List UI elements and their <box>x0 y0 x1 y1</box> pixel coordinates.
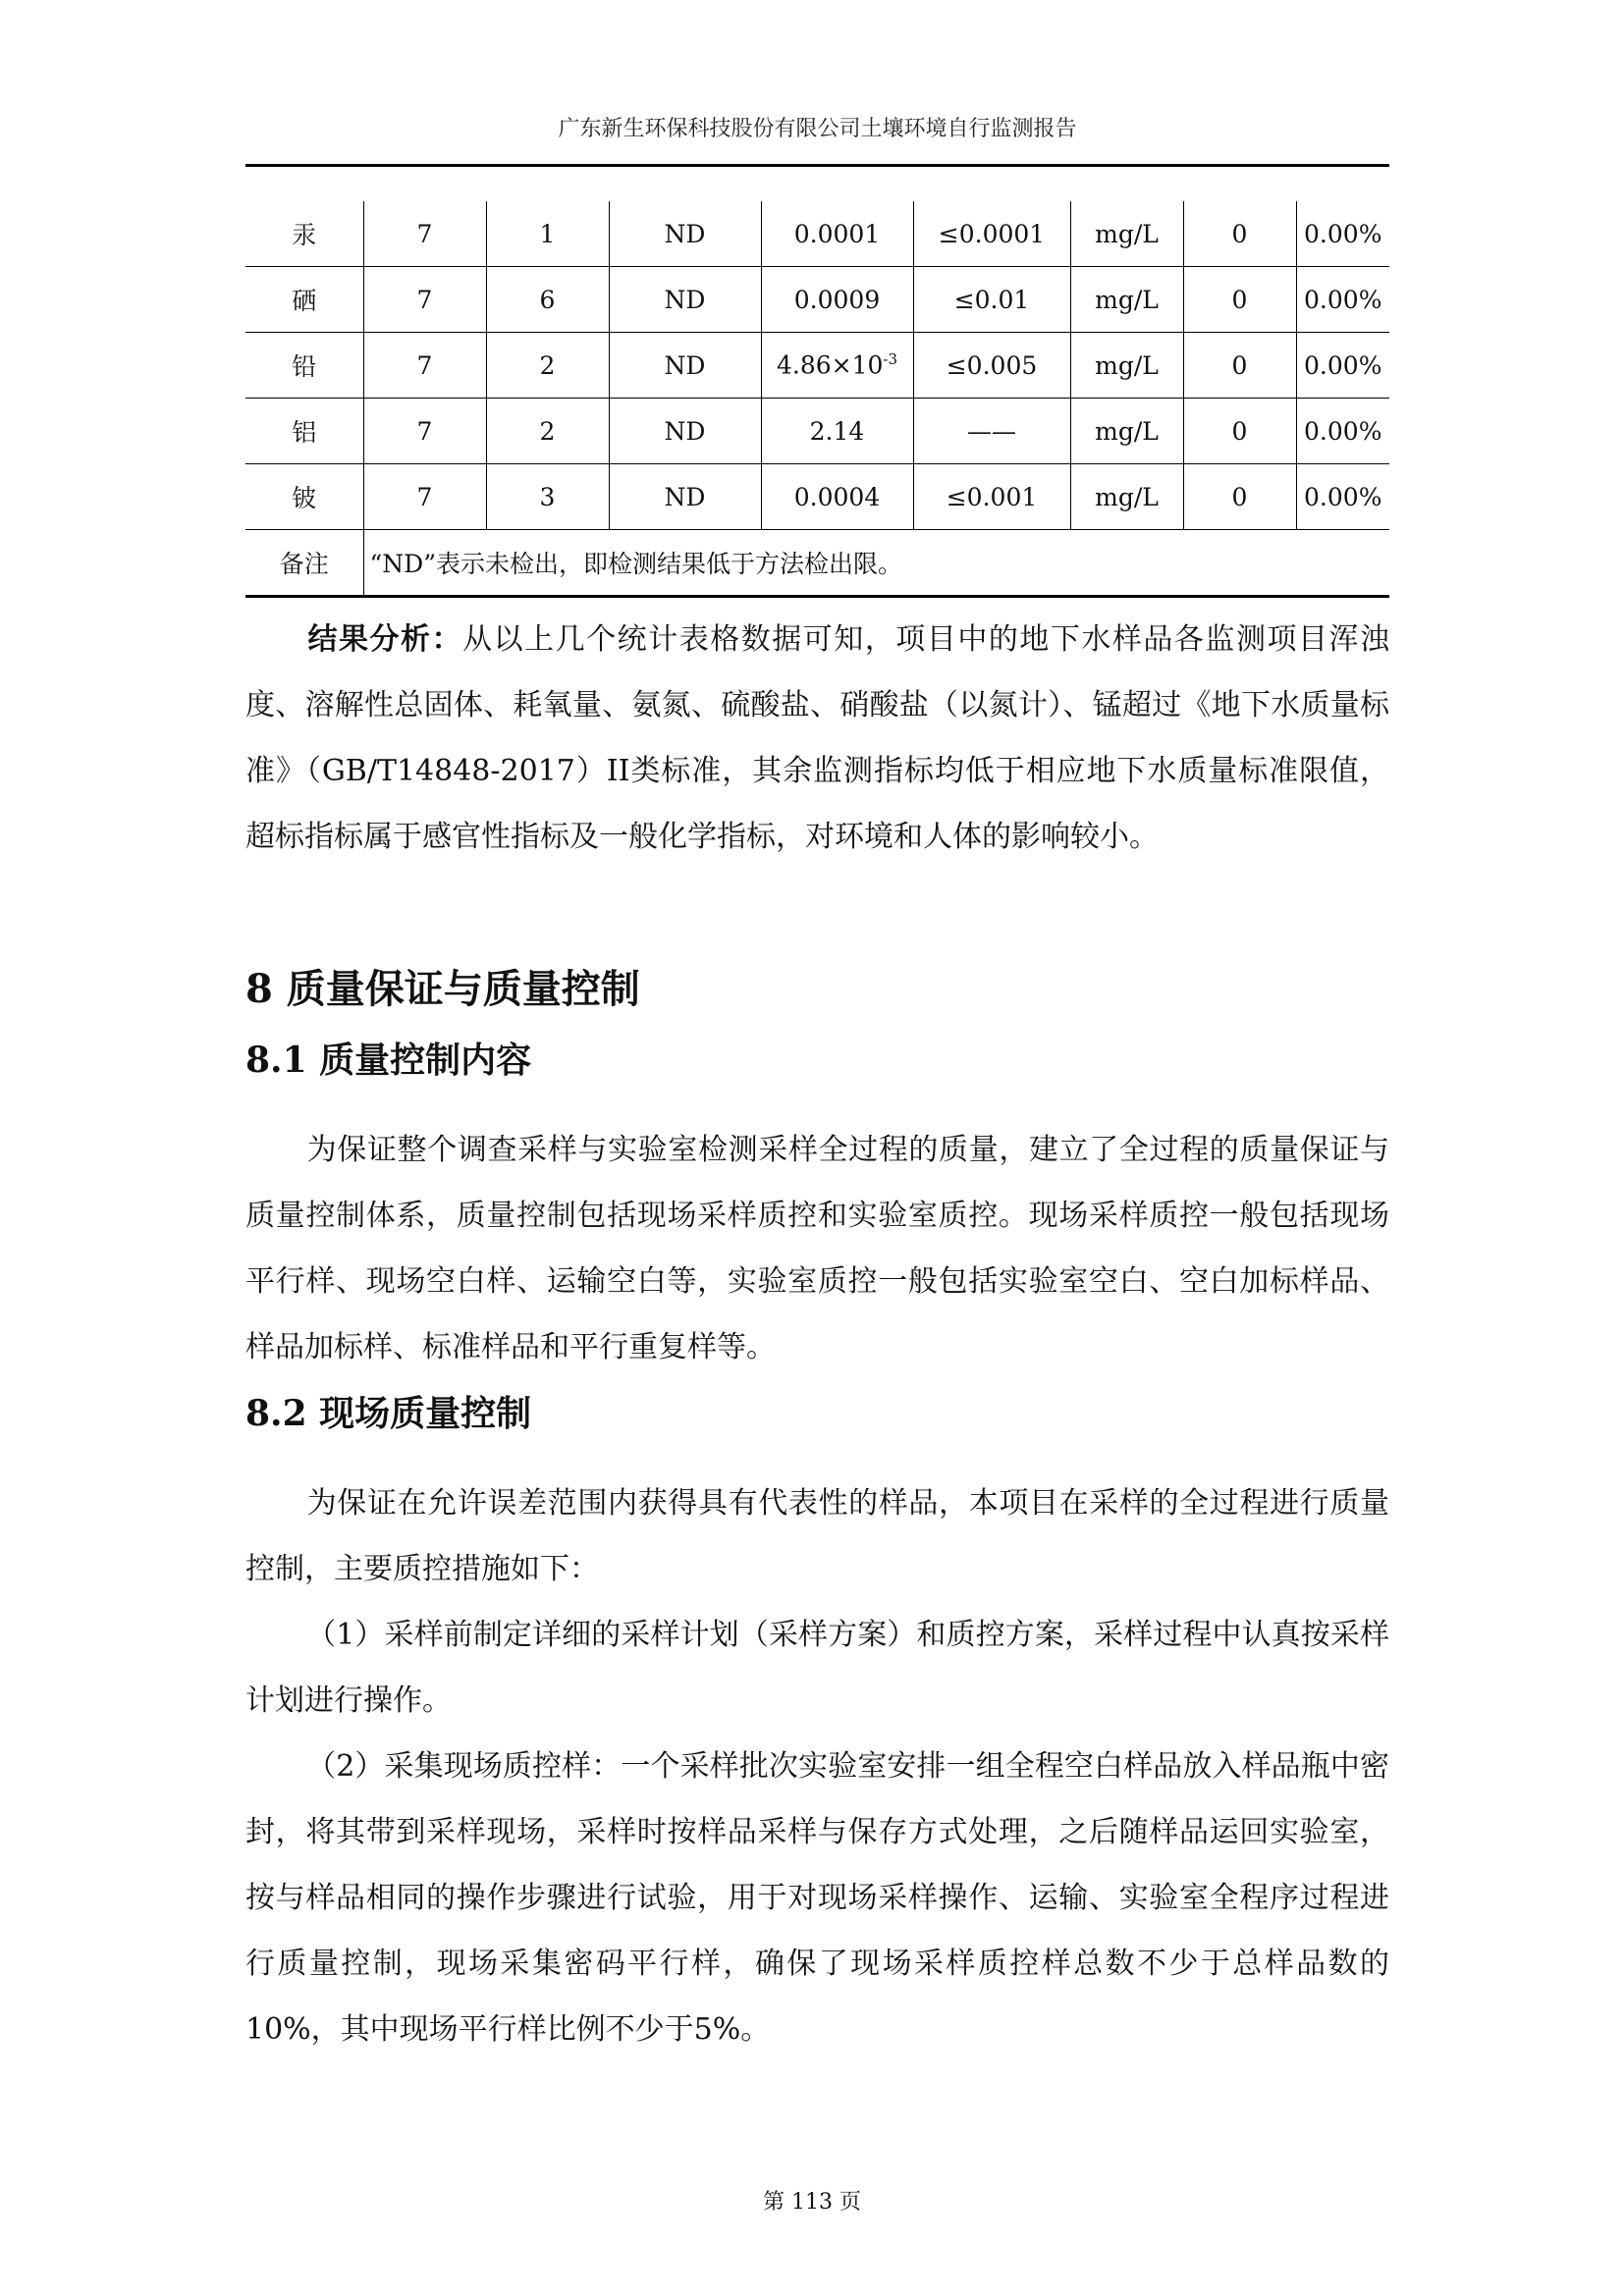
analysis-text: 从以上几个统计表格数据可知，项目中的地下水样品各监测项目浑浊度、溶解性总固体、耗氧量、氨氮、硫酸盐、硝酸盐（以氮计）、锰超过《地下水质量标准》（GB/T14848-2017）II类标准，其余监测指标均低于相应地下水质量标准限值，超标指标属于感官性指标及一般化学指标，对环境和人体的影响较小。 <box>245 622 1390 854</box>
item-2-body: （2）采集现场质控样：一个采样批次实验室安排一组全程空白样品放入样品瓶中密封，将其带到采样现场，采样时按样品采样与保存方式处理，之后随样品运回实验室，按与样品相同的操作步骤进行试验，用于对现场采样操作、运输、实验室全程序过程进行质量控制，现场采集密码平行样，确保了现场采样质控样总数不少于总样品数的10%，其中现场平行样比例不少于5%。 <box>245 1749 1389 2047</box>
header-rule <box>245 164 1389 167</box>
table-cell: 0 <box>1183 333 1296 399</box>
table-cell: ND <box>609 201 761 267</box>
table-cell: ND <box>609 333 761 399</box>
table-cell: ND <box>609 464 761 530</box>
table-cell: 2 <box>486 333 609 399</box>
table-cell: mg/L <box>1070 201 1183 267</box>
table-cell: 2.14 <box>761 399 913 464</box>
table-cell: mg/L <box>1070 464 1183 530</box>
result-analysis <box>245 607 1389 870</box>
section-8-2-item-2 <box>245 1734 1389 2062</box>
table-cell: 0 <box>1183 464 1296 530</box>
table-row <box>245 399 1389 464</box>
section-8-2-item-1 <box>245 1602 1389 1734</box>
lead-exponent: -3 <box>883 350 898 369</box>
table-cell: mg/L <box>1070 267 1183 333</box>
section-8-title: 8 质量保证与质量控制 <box>245 966 640 1012</box>
table-note-row <box>245 530 1389 597</box>
table-cell: 0.00% <box>1296 267 1389 333</box>
table-cell: ND <box>609 399 761 464</box>
table-cell: 汞 <box>245 201 363 267</box>
table-cell: 7 <box>363 333 486 399</box>
table-cell: ≤0.01 <box>913 267 1070 333</box>
table-row <box>245 333 1389 399</box>
section-8-2-intro-body: 为保证在允许误差范围内获得具有代表性的样品，本项目在采样的全过程进行质量控制，主要质控措施如下： <box>245 1486 1389 1586</box>
section-8-1-text <box>245 1117 1389 1380</box>
running-header: 广东新生环保科技股份有限公司土壤环境自行监测报告 <box>558 117 1077 141</box>
table-cell: —— <box>913 399 1070 464</box>
table-cell: 7 <box>363 464 486 530</box>
table-cell: 7 <box>363 201 486 267</box>
table-cell: mg/L <box>1070 399 1183 464</box>
table-cell: ≤0.001 <box>913 464 1070 530</box>
table-cell: 0.00% <box>1296 333 1389 399</box>
table-cell <box>761 333 913 399</box>
table-cell: 0.0009 <box>761 267 913 333</box>
results-table <box>245 201 1389 598</box>
table-cell: 铅 <box>245 333 363 399</box>
item-1-body: （1）采样前制定详细的采样计划（采样方案）和质控方案，采样过程中认真按采样计划进行操作。 <box>245 1618 1389 1718</box>
page-number: 第 113 页 <box>763 2190 861 2215</box>
table-cell: 硒 <box>245 267 363 333</box>
table-cell: 7 <box>363 399 486 464</box>
table-cell: 0 <box>1183 267 1296 333</box>
note-label: 备注 <box>245 530 363 597</box>
table-cell: 3 <box>486 464 609 530</box>
section-8-1-body: 为保证整个调查采样与实验室检测采样全过程的质量，建立了全过程的质量保证与质量控制体系，质量控制包括现场采样质控和实验室质控。现场采样质控一般包括现场平行样、现场空白样、运输空白等，实验室质控一般包括实验室空白、空白加标样品、样品加标样、标准样品和平行重复样等。 <box>245 1133 1389 1364</box>
section-8-1-title: 8.1 质量控制内容 <box>245 1040 532 1081</box>
lead-value: 4.86×10 <box>776 350 884 380</box>
table-cell: 1 <box>486 201 609 267</box>
table-cell: 2 <box>486 399 609 464</box>
table-row <box>245 201 1389 267</box>
analysis-label: 结果分析： <box>306 622 463 657</box>
table-cell: ND <box>609 267 761 333</box>
table-cell: 0.0004 <box>761 464 913 530</box>
table-cell: 7 <box>363 267 486 333</box>
table-row <box>245 464 1389 530</box>
table-row <box>245 267 1389 333</box>
table-cell: 0.00% <box>1296 399 1389 464</box>
table-cell: 铍 <box>245 464 363 530</box>
table-cell: 铝 <box>245 399 363 464</box>
table-cell: mg/L <box>1070 333 1183 399</box>
note-text: “ND”表示未检出，即检测结果低于方法检出限。 <box>363 530 1389 597</box>
section-8-2-title: 8.2 现场质量控制 <box>245 1393 532 1434</box>
table-cell: 0 <box>1183 399 1296 464</box>
table-cell: 0.00% <box>1296 201 1389 267</box>
table-cell: 0 <box>1183 201 1296 267</box>
table-cell: 0.00% <box>1296 464 1389 530</box>
table-cell: 0.0001 <box>761 201 913 267</box>
section-8-2-intro <box>245 1470 1389 1602</box>
table-cell: 6 <box>486 267 609 333</box>
table-cell: ≤0.005 <box>913 333 1070 399</box>
table-cell: ≤0.0001 <box>913 201 1070 267</box>
